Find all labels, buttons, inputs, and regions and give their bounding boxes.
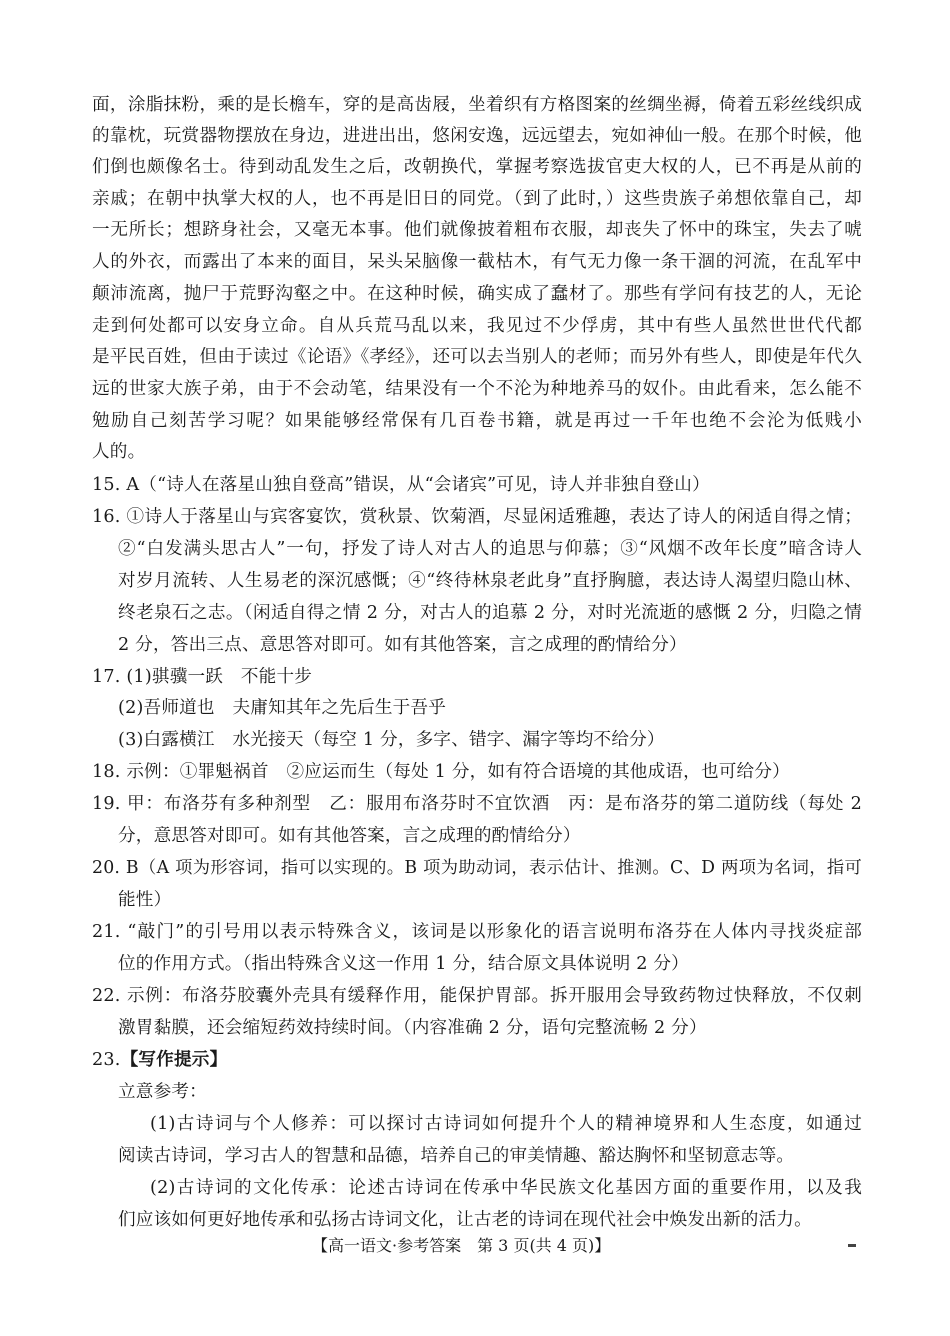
- page-footer: 【高一语文·参考答案 第 3 页(共 4 页)】: [312, 1236, 611, 1255]
- writing-tips-heading-line: [92, 1045, 227, 1075]
- text-line: 激胃黏膜，还会缩短药效持续时间。（内容准确 2 分，语句完整流畅 2 分）: [118, 1018, 707, 1038]
- text-line: 们倒也颇像名士。待到动乱发生之后，改朝换代，掌握考察选拔官吏大权的人，已不再是从前的: [92, 157, 862, 177]
- text-line: 分，意思答对即可。如有其他答案，言之成理的酌情给分）: [118, 826, 581, 846]
- text-line: 20. B（A 项为形容词，指可以实现的。B 项为助动词，表示估计、推测。C、D 两项为名词，指可: [92, 858, 862, 878]
- text-line: (2)吾师道也 夫庸知其年之先后生于吾乎: [118, 698, 447, 718]
- text-line: (1)古诗词与个人修养：可以探讨古诗词如何提升个人的精神境界和人生态度，如通过: [150, 1114, 862, 1134]
- text-line: 走到何处都可以安身立命。自从兵荒马乱以来，我见过不少俘虏，其中有些人虽然世世代代都: [92, 316, 862, 336]
- text-line: 人的外衣，而露出了本来的面目，呆头呆脑像一截枯木，有气无力像一条干涸的河流，在乱军中: [92, 252, 862, 272]
- text-line: (2)古诗词的文化传承：论述古诗词在传承中华民族文化基因方面的重要作用，以及我: [150, 1178, 862, 1198]
- text-line: 22. 示例：布洛芬胶囊外壳具有缓释作用，能保护胃部。拆开服用会导致药物过快释放，不仅刺: [92, 986, 862, 1006]
- text-line: 人的。: [92, 442, 146, 462]
- text-line: 勉励自己刻苦学习呢？如果能够经常保有几百卷书籍，就是再过一千年也绝不会沦为低贱小: [92, 411, 862, 431]
- text-line: 位的作用方式。（指出特殊含义这一作用 1 分，结合原文具体说明 2 分）: [118, 954, 689, 974]
- question-number: 23.: [92, 1050, 121, 1070]
- text-line: ②“白发满头思古人”一句，抒发了诗人对古人的追思与仰慕；③“风烟不改年长度”暗含诗人: [118, 539, 862, 559]
- text-line: 19. 甲：布洛芬有多种剂型 乙：服用布洛芬时不宜饮酒 丙：是布洛芬的第二道防线（每处 2: [92, 794, 862, 814]
- answer-18: 18. 示例：①罪魁祸首 ②应运而生（每处 1 分，如有符合语境的其他成语，也可给分）: [92, 762, 790, 782]
- text-line: 是平民百姓，但由于读过《论语》《孝经》，还可以去当别人的老师；而另外有些人，即使是年代久: [92, 347, 862, 367]
- text-line: 2 分，答出三点、意思答对即可。如有其他答案，言之成理的酌情给分）: [118, 635, 687, 655]
- text-line: 17. (1)骐骥一跃 不能十步: [92, 667, 313, 687]
- text-line: 远的世家大族子弟，由于不会动笔，结果没有一个不沦为种地养马的奴仆。由此看来，怎么能不: [92, 379, 862, 399]
- text-line: 一无所长；想跻身社会，又毫无本事。他们就像披着粗布衣服，却丧失了怀中的珠宝，失去了唬: [92, 220, 862, 240]
- text-line: 能性）: [118, 890, 172, 910]
- text-line: (3)白露横江 水光接天（每空 1 分，多字、错字、漏字等均不给分）: [118, 730, 665, 750]
- text-line: 终老泉石之志。（闲适自得之情 2 分，对古人的追慕 2 分，对时光流逝的感慨 2 分，归隐之情: [118, 603, 862, 623]
- answer-15: 15. A（“诗人在落星山独自登高”错误，从“会诸宾”可见，诗人并非独自登山）: [92, 475, 710, 495]
- corner-mark: [848, 1244, 856, 1247]
- text-line: 的靠枕，玩赏器物摆放在身边，进进出出，悠闲安逸，远远望去，宛如神仙一般。在那个时候，他: [92, 126, 862, 146]
- text-line: 面，涂脂抹粉，乘的是长檐车，穿的是高齿屐，坐着织有方格图案的丝绸坐褥，倚着五彩丝线织成: [92, 95, 862, 115]
- text-line: 们应该如何更好地传承和弘扬古诗词文化，让古老的诗词在现代社会中焕发出新的活力。: [118, 1210, 812, 1230]
- writing-tips-heading: 【写作提示】: [120, 1049, 228, 1070]
- text-line: 亲戚；在朝中执掌大权的人，也不再是旧日的同党。（到了此时，）这些贵族子弟想依靠自己，却: [92, 189, 862, 209]
- text-line: 16. ①诗人于落星山与宾客宴饮，赏秋景、饮菊酒，尽显闲适雅趣，表达了诗人的闲适自得之情；: [92, 507, 862, 527]
- text-line: 21. “敲门”的引号用以表示特殊含义，该词是以形象化的语言说明布洛芬在人体内寻找炎症部: [92, 922, 862, 942]
- text-line: 对岁月流转、人生易老的深沉感慨；④“终待林泉老此身”直抒胸臆，表达诗人渴望归隐山林、: [118, 571, 862, 591]
- text-line: 颠沛流离，抛尸于荒野沟壑之中。在这种时候，确实成了蠢材了。那些有学问有技艺的人，无论: [92, 284, 862, 304]
- text-line: 阅读古诗词，学习古人的智慧和品德，培养自己的审美情趣、豁达胸怀和坚韧意志等。: [118, 1146, 795, 1166]
- theme-reference-label: 立意参考：: [118, 1082, 207, 1102]
